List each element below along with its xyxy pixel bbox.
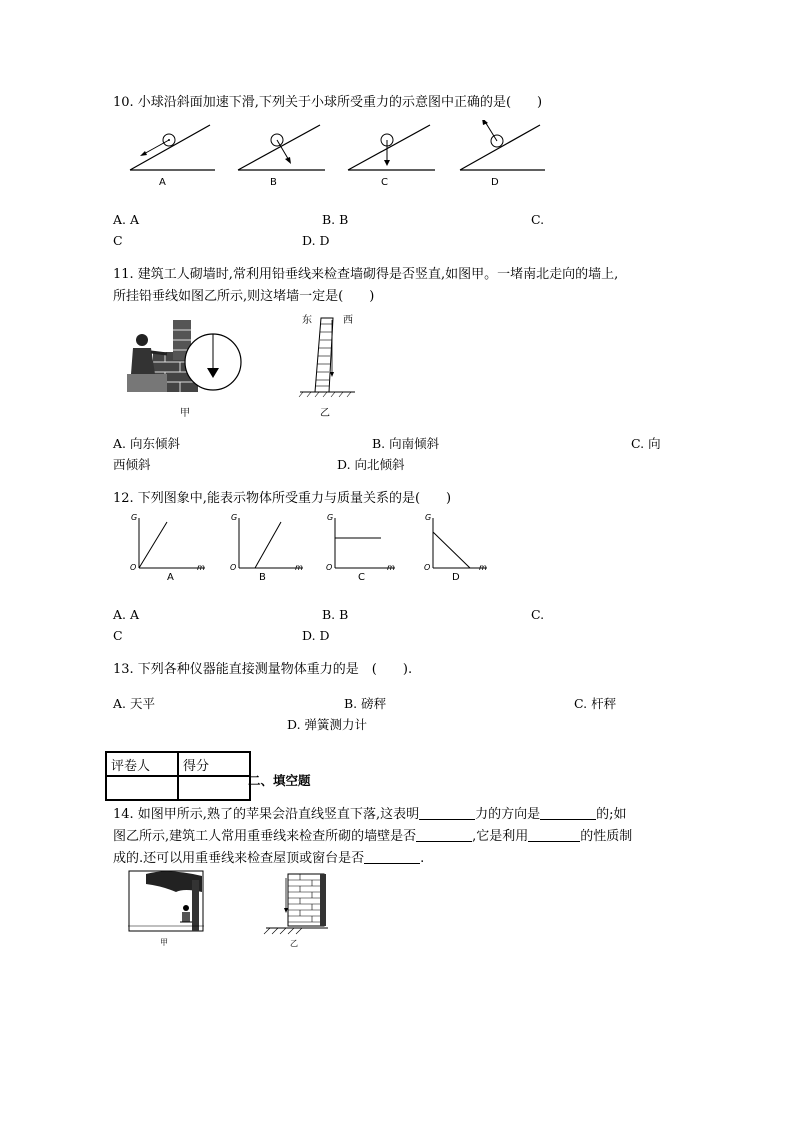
q14-line2-b: ,它是利用	[472, 829, 529, 844]
q14-line2-a: 图乙所示,建筑工人常用重垂线来检查所砌的墙壁是否	[113, 829, 417, 844]
score-table	[105, 751, 251, 801]
q14-line1-a: 14. 如图甲所示,熟了的苹果会沿直线竖直下落,这表明	[113, 807, 420, 822]
q14-blank-4[interactable]	[528, 827, 580, 842]
q12-b-origin: O	[230, 563, 237, 572]
q14-label-jia: 甲	[160, 938, 168, 947]
q12-c-origin: O	[326, 563, 333, 572]
q12-option-b[interactable]: B. B	[322, 607, 349, 622]
q12-a-axis-g: G	[131, 513, 138, 522]
q14-figure-jia	[128, 870, 206, 934]
q10-option-a[interactable]: A. A	[113, 212, 140, 227]
q14-label-yi: 乙	[290, 939, 298, 948]
q12-graph-c	[335, 518, 395, 568]
q14-blank-2[interactable]	[540, 805, 596, 820]
q12-figures	[125, 512, 505, 574]
q13-option-c[interactable]: C. 杆秤	[574, 696, 617, 711]
q13-option-a[interactable]: A. 天平	[113, 696, 155, 711]
q10-figure-a	[130, 125, 215, 170]
q12-a-origin: O	[130, 563, 137, 572]
q12-c-axis-m: m	[387, 563, 395, 572]
q11-label-west: 西	[343, 315, 353, 326]
q12-graph-a	[139, 518, 205, 568]
q11-option-c[interactable]: C. 向	[631, 436, 661, 451]
q10-option-b[interactable]: B. B	[322, 212, 349, 227]
q14-blank-5[interactable]	[364, 849, 420, 864]
q13-option-b[interactable]: B. 磅秤	[344, 696, 387, 711]
q12-b-axis-m: m	[295, 563, 303, 572]
q12-d-axis-m: m	[479, 563, 487, 572]
q10-label-a: A	[159, 177, 166, 188]
q10-option-d[interactable]: D. D	[302, 233, 330, 248]
q12-d-axis-g: G	[425, 513, 432, 522]
q12-b-axis-g: G	[231, 513, 238, 522]
q11-text-line2: 所挂铅垂线如图乙所示,则这堵墙一定是( )	[113, 289, 375, 304]
q14-line3-b: .	[420, 851, 425, 866]
q13-text: 13. 下列各种仪器能直接测量物体重力的是 ( ).	[113, 662, 413, 677]
q11-label-east: 东	[302, 315, 312, 326]
q12-option-a[interactable]: A. A	[113, 607, 140, 622]
q12-option-d[interactable]: D. D	[302, 628, 330, 643]
q12-graph-d	[433, 518, 487, 568]
q11-option-c-cont: 西倾斜	[113, 457, 151, 472]
q12-label-b: B	[259, 572, 266, 583]
q11-text-line1: 11. 建筑工人砌墙时,常利用铅垂线来检查墙砌得是否竖直,如图甲。一堵南北走向的墙上,	[113, 267, 619, 282]
q11-option-a[interactable]: A. 向东倾斜	[113, 436, 180, 451]
q12-label-d: D	[452, 572, 460, 583]
q14-line1-b: 力的方向是	[475, 807, 541, 822]
score-table-reviewer-cell[interactable]	[106, 776, 178, 800]
q10-option-c-cont: C	[113, 233, 123, 248]
q14-line2-c: 的性质制	[580, 829, 633, 844]
q12-d-origin: O	[424, 563, 431, 572]
q10-text: 10. 小球沿斜面加速下滑,下列关于小球所受重力的示意图中正确的是( )	[113, 95, 543, 110]
q11-label-jia: 甲	[180, 408, 190, 419]
q10-figure-d	[460, 120, 545, 170]
q11-option-b[interactable]: B. 向南倾斜	[372, 436, 440, 451]
section-title: 二、填空题	[248, 773, 311, 788]
score-table-score: 得分	[178, 752, 250, 776]
q14-line3	[113, 848, 424, 870]
q11-label-yi: 乙	[320, 408, 330, 419]
q10-figure-c	[348, 125, 435, 170]
score-table-score-cell[interactable]	[178, 776, 250, 800]
q13-option-d[interactable]: D. 弹簧测力计	[287, 717, 368, 732]
q12-option-c[interactable]: C.	[531, 607, 545, 622]
q11-option-d[interactable]: D. 向北倾斜	[337, 457, 405, 472]
q12-option-c-cont: C	[113, 628, 123, 643]
q12-label-a: A	[167, 572, 174, 583]
q11-figure-jia	[125, 312, 250, 412]
q14-blank-1[interactable]	[419, 805, 475, 820]
q12-graph-b	[239, 518, 303, 568]
q14-blank-3[interactable]	[416, 827, 472, 842]
q12-text: 12. 下列图象中,能表示物体所受重力与质量关系的是( )	[113, 491, 452, 506]
q10-label-b: B	[270, 177, 277, 188]
q10-label-c: C	[381, 177, 388, 188]
q14-line1-c: 的;如	[596, 807, 627, 822]
q10-label-d: D	[491, 177, 499, 188]
score-table-reviewer: 评卷人	[106, 752, 178, 776]
q14-figure-yi	[258, 868, 333, 938]
q11-figure-yi	[295, 312, 365, 412]
q12-c-axis-g: G	[327, 513, 334, 522]
q14-line3-a: 成的.还可以用重垂线来检查屋顶或窗台是否	[113, 851, 365, 866]
q12-label-c: C	[358, 572, 365, 583]
q12-a-axis-m: m	[197, 563, 205, 572]
q14-line1	[113, 804, 626, 826]
q14-line2	[113, 826, 632, 848]
q10-figure-b	[238, 125, 325, 170]
q10-option-c[interactable]: C.	[531, 212, 545, 227]
